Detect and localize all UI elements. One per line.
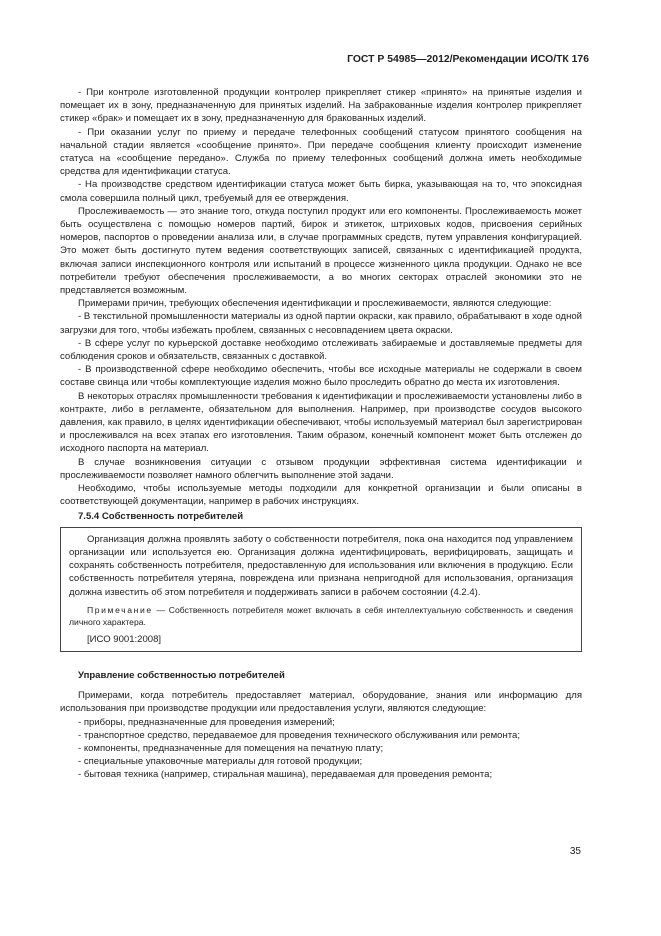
list-item: - транспортное средство, передаваемое для проведения технического обслуживания или ремонта; bbox=[78, 729, 520, 741]
paragraph: - В сфере услуг по курьерской доставке необходимо отслеживать забираемые и доставляемые предметы для соблюдения сроков и обязательств, связанных с доставкой. bbox=[60, 337, 582, 363]
paragraph: Необходимо, чтобы используемые методы подходили для конкретной организации и были описаны в соответствующей документации, например в рабочих инструкциях. bbox=[60, 483, 582, 508]
standard-reference: [ИСО 9001:2008] bbox=[87, 633, 162, 645]
page-content bbox=[60, 86, 582, 782]
note bbox=[69, 604, 573, 628]
paragraph: Примерами причин, требующих обеспечения идентификации и прослеживаемости, являются следующие: bbox=[78, 298, 552, 310]
paragraph: - В производственной сфере необходимо обеспечить, чтобы все исходные материалы не содержали в своем составе свинца или чтобы комплектующие изделия можно было проследить обратно до места их изготовления. bbox=[60, 364, 582, 389]
item-list bbox=[60, 716, 582, 782]
list-item: - приборы, предназначенные для проведения измерений; bbox=[78, 716, 335, 728]
paragraph: - При контроле изготовленной продукции контролер прикрепляет стикер «принято» на принятые изделия и помещает их в зону, предназначенную для принятых изделий. На забракованные изделия контролер прикрепляет стикер «брак» и помещает их в зону, предназначенную для бракованных изделий. bbox=[60, 87, 582, 125]
paragraph: Прослеживаемость — это знание того, откуда поступил продукт или его компоненты. Прослеживаемость может быть осуществлена с помощью номеров партий, бирок и этикеток, штриховых кодов, присвоения серийных номеров, паспортов о проведении анализа или, в случае программных средств, путем управления конфигурацией. Это может быть достигнуто путем ведения соответствующих записей, связанных с идентификацией продукта, включая записи инспекционного контроля или испытаний в процессе жизненного цикла продукции. Однако не все потребители требуют обеспечения прослеживаемости, а во многих секторах отраслей экономики это не представляется возможным. bbox=[60, 205, 582, 297]
paragraph: В некоторых отраслях промышленности требования к идентификации и прослеживаемости установлены либо в контракте, либо в регламенте, обязательном для выполнения. Например, при производстве сосудов высокого давления, как правило, в целях идентификации обеспечивают, чтобы используемый материал был зарегистрирован и прослеживался на всех этапах его изготовления. Таким образом, конечный компонент может быть отслежен до исходного паспорта на материал. bbox=[60, 390, 582, 455]
paragraph: Примерами, когда потребитель предоставляет материал, оборудование, знания или информацию для использования при производстве продукции или предоставления услуги, являются следующие: bbox=[60, 690, 582, 715]
list-item: - бытовая техника (например, стиральная машина), передаваемая для проведения ремонта; bbox=[78, 769, 493, 781]
paragraph: - При оказании услуг по приему и передаче телефонных сообщений статусом принятого сообщения на начальной стадии является «сообщение принято». При передаче сообщения клиенту происходит изменение статуса на «сообщение передано». Служба по приему телефонных сообщений должна иметь необходимые средства для идентификации статуса. bbox=[60, 126, 582, 178]
page-number: 35 bbox=[569, 846, 581, 857]
paragraph: В случае возникновения ситуации с отзывом продукции эффективная система идентификации и прослеживаемости позволяет намного облегчить выполнение этой задачи. bbox=[60, 456, 582, 481]
note-label: Примечание bbox=[87, 604, 153, 615]
list-item: - специальные упаковочные материалы для готовой продукции; bbox=[78, 756, 363, 768]
quote-text: Организация должна проявлять заботу о собственности потребителя, пока она находится под управлением организации или используется ею. Организация должна идентифицировать, верифицировать, защищать и сохранять собственность потребителя, предоставленную для использования или включения в продукцию. Если собственность потребителя утеряна, повреждена или признана непригодной для использования, организация должна известить об этом потребителя и поддерживать записи в рабочем состоянии (4.2.4). bbox=[69, 533, 573, 598]
note-text: — Собственность потребителя может включать в себя интеллектуальную собственность и сведения личного характера. bbox=[69, 604, 573, 627]
standard-quote-box bbox=[60, 527, 582, 652]
section-heading: 7.5.4 Собственность потребителей bbox=[78, 510, 244, 522]
paragraph: - В текстильной промышленности материалы из одной партии окраски, как правило, обрабатывают в ходе одной загрузки для того, чтобы избежать проблем, связанных с несовпадением цвета окраски. bbox=[60, 311, 582, 336]
subsection-heading: Управление собственностью потребителей bbox=[78, 669, 285, 681]
list-item: - компоненты, предназначенные для помещения на печатную плату; bbox=[78, 742, 384, 754]
document-header: ГОСТ Р 54985—2012/Рекомендации ИСО/ТК 176 bbox=[347, 54, 589, 65]
paragraph: - На производстве средством идентификации статуса может быть бирка, указывающая на то, что эпоксидная смола совершила полный цикл, требуемый для ее отверждения. bbox=[60, 179, 582, 204]
